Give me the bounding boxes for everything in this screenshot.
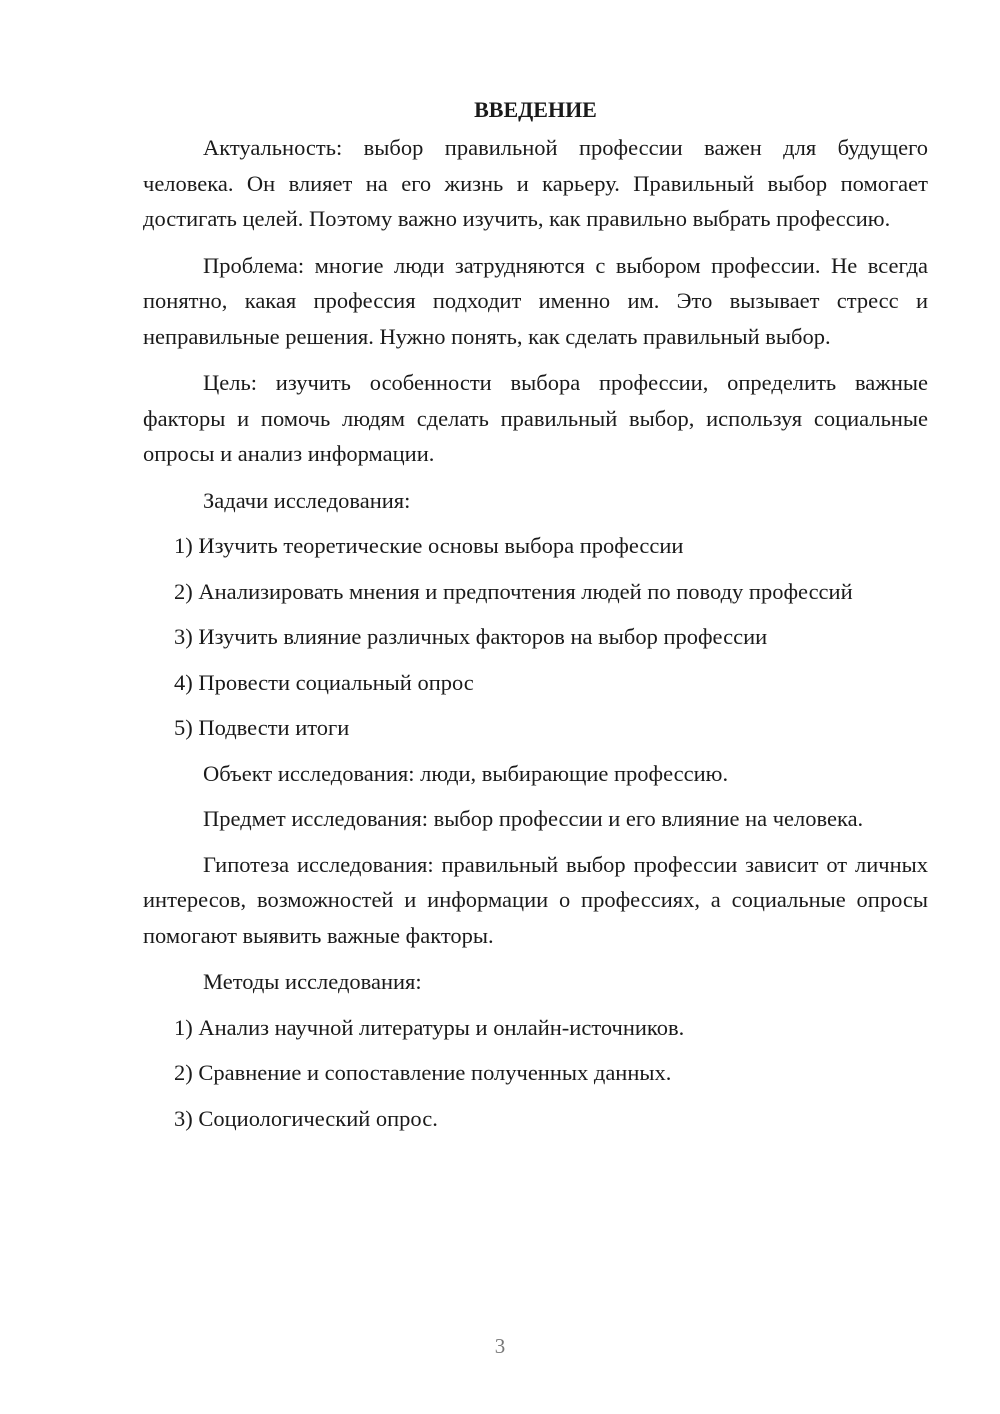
list-item: 5) Подвести итоги	[174, 715, 350, 740]
section-title: ВВЕДЕНИЕ	[474, 97, 597, 122]
paragraph-hypothesis: Гипотеза исследования: правильный выбор профессии зависит от личных интересов, возможностей и информации о профессиях, а социальные опросы помогают выявить важные факторы.	[143, 851, 928, 948]
tasks-list	[143, 528, 928, 746]
document-page	[143, 92, 928, 1146]
subject-line: Предмет исследования: выбор профессии и его влияние на человека.	[203, 806, 864, 831]
methods-heading: Методы исследования:	[203, 969, 422, 994]
list-item: 1) Анализ научной литературы и онлайн-источников.	[174, 1014, 685, 1040]
list-item: 4) Провести социальный опрос	[174, 669, 474, 695]
paragraph-goal: Цель: изучить особенности выбора профессии, определить важные факторы и помочь людям сделать правильный выбор, используя социальные опросы и анализ информации.	[143, 370, 928, 466]
paragraph-actuality: Актуальность: выбор правильной профессии важен для будущего человека. Он влияет на его жизнь и карьеру. Правильный выбор помогает достигать целей. Поэтому важно изучить, как правильно выбрать профессию.	[143, 135, 928, 231]
list-item: 3) Изучить влияние различных факторов на выбор профессии	[174, 624, 768, 649]
list-item: 2) Анализировать мнения и предпочтения людей по поводу профессий	[174, 578, 853, 604]
list-item: 2) Сравнение и сопоставление полученных данных.	[174, 1060, 672, 1085]
object-line: Объект исследования: люди, выбирающие профессию.	[203, 760, 729, 786]
paragraph-problem: Проблема: многие люди затрудняются с выбором профессии. Не всегда понятно, какая профессия подходит именно им. Это вызывает стресс и неправильные решения. Нужно понять, как сделать правильный выбор.	[143, 252, 928, 349]
page-number: 3	[494, 1334, 506, 1358]
list-item: 1) Изучить теоретические основы выбора профессии	[174, 533, 684, 558]
tasks-heading: Задачи исследования:	[203, 487, 411, 513]
list-item: 3) Социологический опрос.	[174, 1105, 438, 1131]
methods-list	[143, 1010, 928, 1137]
